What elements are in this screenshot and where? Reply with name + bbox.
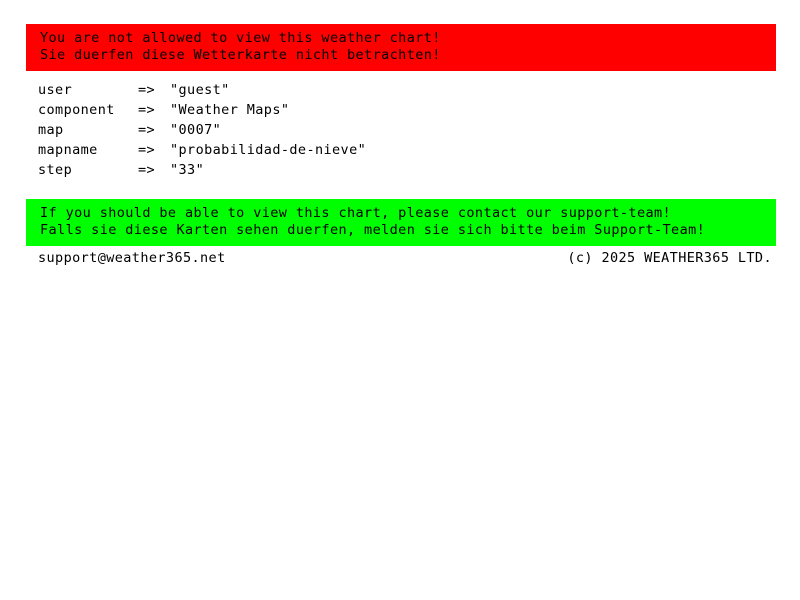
parameter-row-step: [38, 160, 758, 180]
parameter-key: mapname: [38, 142, 98, 158]
parameter-key: user: [38, 82, 73, 98]
page-footer: [38, 250, 772, 266]
parameter-arrow: =>: [138, 122, 156, 138]
parameter-value: "Weather Maps": [170, 102, 290, 118]
error-message-en: You are not allowed to view this weather chart!: [40, 30, 441, 46]
copyright-text: (c) 2025 WEATHER365 LTD.: [567, 250, 772, 266]
parameter-row-map: [38, 120, 758, 140]
parameter-list: [38, 80, 758, 180]
parameter-row-user: [38, 80, 758, 100]
parameter-key: component: [38, 102, 115, 118]
support-banner: [26, 199, 776, 246]
parameter-key: step: [38, 162, 73, 178]
parameter-arrow: =>: [138, 142, 156, 158]
parameter-arrow: =>: [138, 162, 156, 178]
support-message-en: If you should be able to view this chart, please contact our support-team!: [40, 205, 672, 221]
error-banner: [26, 24, 776, 71]
error-message-de: Sie duerfen diese Wetterkarte nicht betrachten!: [40, 47, 441, 63]
parameter-value: "0007": [170, 122, 222, 138]
parameter-row-mapname: [38, 140, 758, 160]
parameter-row-component: [38, 100, 758, 120]
parameter-value: "33": [170, 162, 205, 178]
parameter-arrow: =>: [138, 102, 156, 118]
support-message-de: Falls sie diese Karten sehen duerfen, melden sie sich bitte beim Support-Team!: [40, 222, 706, 238]
parameter-value: "probabilidad-de-nieve": [170, 142, 367, 158]
parameter-value: "guest": [170, 82, 230, 98]
parameter-arrow: =>: [138, 82, 156, 98]
parameter-key: map: [38, 122, 64, 138]
support-email-link[interactable]: support@weather365.net: [38, 250, 226, 266]
